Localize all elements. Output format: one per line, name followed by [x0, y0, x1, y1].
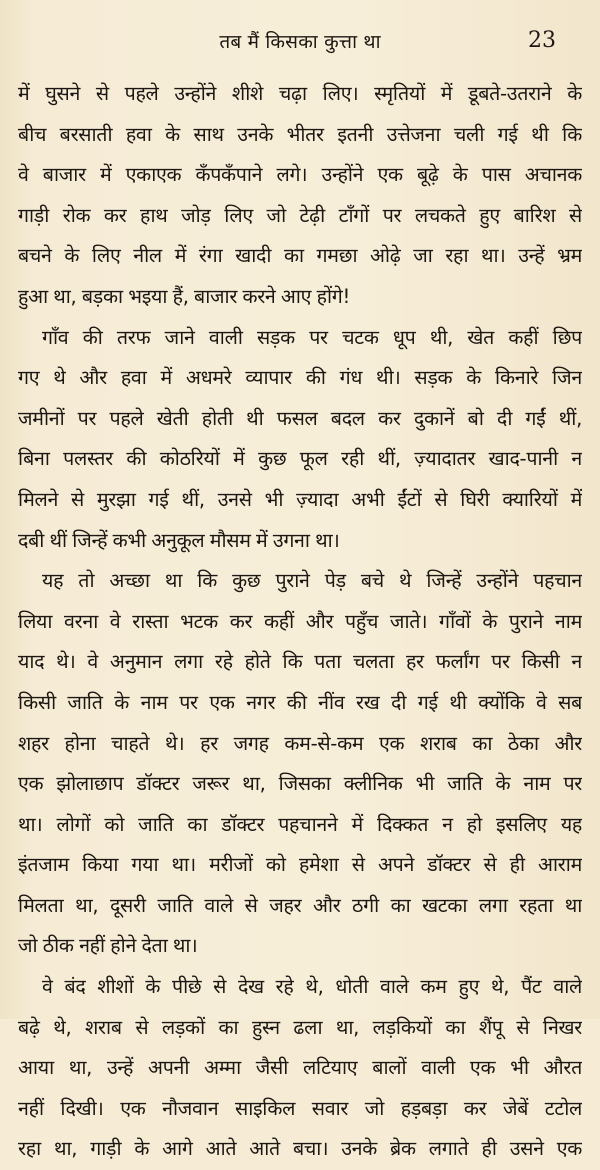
text-line: वे बाजार में एकाएक कँपकँपाने लगे। उन्होंने एक बूढ़े के पास अचानक	[18, 163, 582, 187]
text-line: एक झोलाछाप डॉक्टर जरूर था, जिसका क्लीनिक भी जाति के नाम पर	[18, 772, 582, 796]
page-header	[18, 0, 582, 74]
text-line: याद थे। वे अनुमान लगा रहे होते कि पता चलता हर फर्लांग पर किसी न	[18, 650, 582, 674]
page-number: 23	[528, 28, 556, 53]
text-line: हुआ था, बड़का भइया हैं, बाजार करने आए होंगे!	[18, 284, 351, 308]
running-title: तब मैं किसका कुत्ता था	[219, 31, 381, 53]
text-line: मिलता था, दूसरी जाति वाले से जहर और ठगी का खटका लगा रहता था	[18, 893, 582, 917]
text-line: जो ठीक नहीं होने देता था।	[18, 934, 198, 958]
text-line: आया था, उन्हें अपनी अम्मा जैसी लटियाए बालों वाली एक भी औरत	[18, 1056, 582, 1080]
text-line: बीच बरसाती हवा के साथ उनके भीतर इतनी उत्तेजना चली गई थी कि	[18, 122, 582, 146]
text-line: बिना पलस्तर की कोठरियों में कुछ फूल रही थीं, ज़्यादातर खाद-पानी न	[18, 447, 582, 471]
text-line: वे बंद शीशों के पीछे से देख रहे थे, धोती वाले कम हुए थे, पैंट वाले	[42, 975, 582, 999]
text-line: लिया वरना वे रास्ता भटक कर कहीं और पहुँच जाते। गाँवों के पुराने नाम	[18, 609, 582, 633]
text-line: जमीनों पर पहले खेती होती थी फसल बदल कर दुकानें बो दी गईं थीं,	[18, 406, 582, 430]
text-line: बचने के लिए नील में रंगा खादी का गमछा ओढ़े जा रहा था। उन्हें भ्रम	[18, 244, 582, 268]
text-line: दबी थीं जिन्हें कभी अनुकूल मौसम में उगना था।	[18, 528, 340, 552]
text-line: इंतजाम किया गया था। मरीजों को हमेशा से अपने डॉक्टर से ही आराम	[18, 853, 582, 877]
text-line: गाँव की तरफ जाने वाली सड़क पर चटक धूप थी, खेत कहीं छिप	[42, 325, 582, 349]
text-line: गाड़ी रोक कर हाथ जोड़ लिए जो टेढ़ी टाँगों पर लचकते हुए बारिश से	[18, 203, 582, 227]
text-line: में घुसने से पहले उन्होंने शीशे चढ़ा लिए। स्मृतियों में डूबते-उतराने के	[18, 82, 582, 105]
text-line: रहा था, गाड़ी के आगे आते आते बचा। उनके ब्रेक लगाते ही उसने एक	[18, 1137, 582, 1161]
text-line: गए थे और हवा में अधमरे व्यापार की गंध थी। सड़क के किनारे जिन	[18, 366, 582, 390]
body-text	[18, 74, 582, 1170]
text-line: मिलने से मुरझा गई थीं, उनसे भी ज़्यादा अभी ईंटों से घिरी क्यारियों में	[18, 487, 582, 511]
text-line: शहर होना चाहते थे। हर जगह कम-से-कम एक शराब का ठेका और	[18, 731, 582, 755]
text-line: किसी जाति के नाम पर एक नगर की नींव रख दी गई थी क्योंकि वे सब	[18, 690, 582, 714]
text-line: था। लोगों को जाति का डॉक्टर पहचानने में दिक्कत न हो इसलिए यह	[18, 812, 582, 836]
text-line: नहीं दिखी। एक नौजवान साइकिल सवार जो हड़बड़ा कर जेबें टटोल	[18, 1096, 582, 1120]
text-line: यह तो अच्छा था कि कुछ पुराने पेड़ बचे थे जिन्हें उन्होंने पहचान	[42, 569, 582, 593]
text-line: बढ़े थे, शराब से लड़कों का हुस्न ढला था, लड़कियों का शैंपू से निखर	[18, 1015, 582, 1039]
